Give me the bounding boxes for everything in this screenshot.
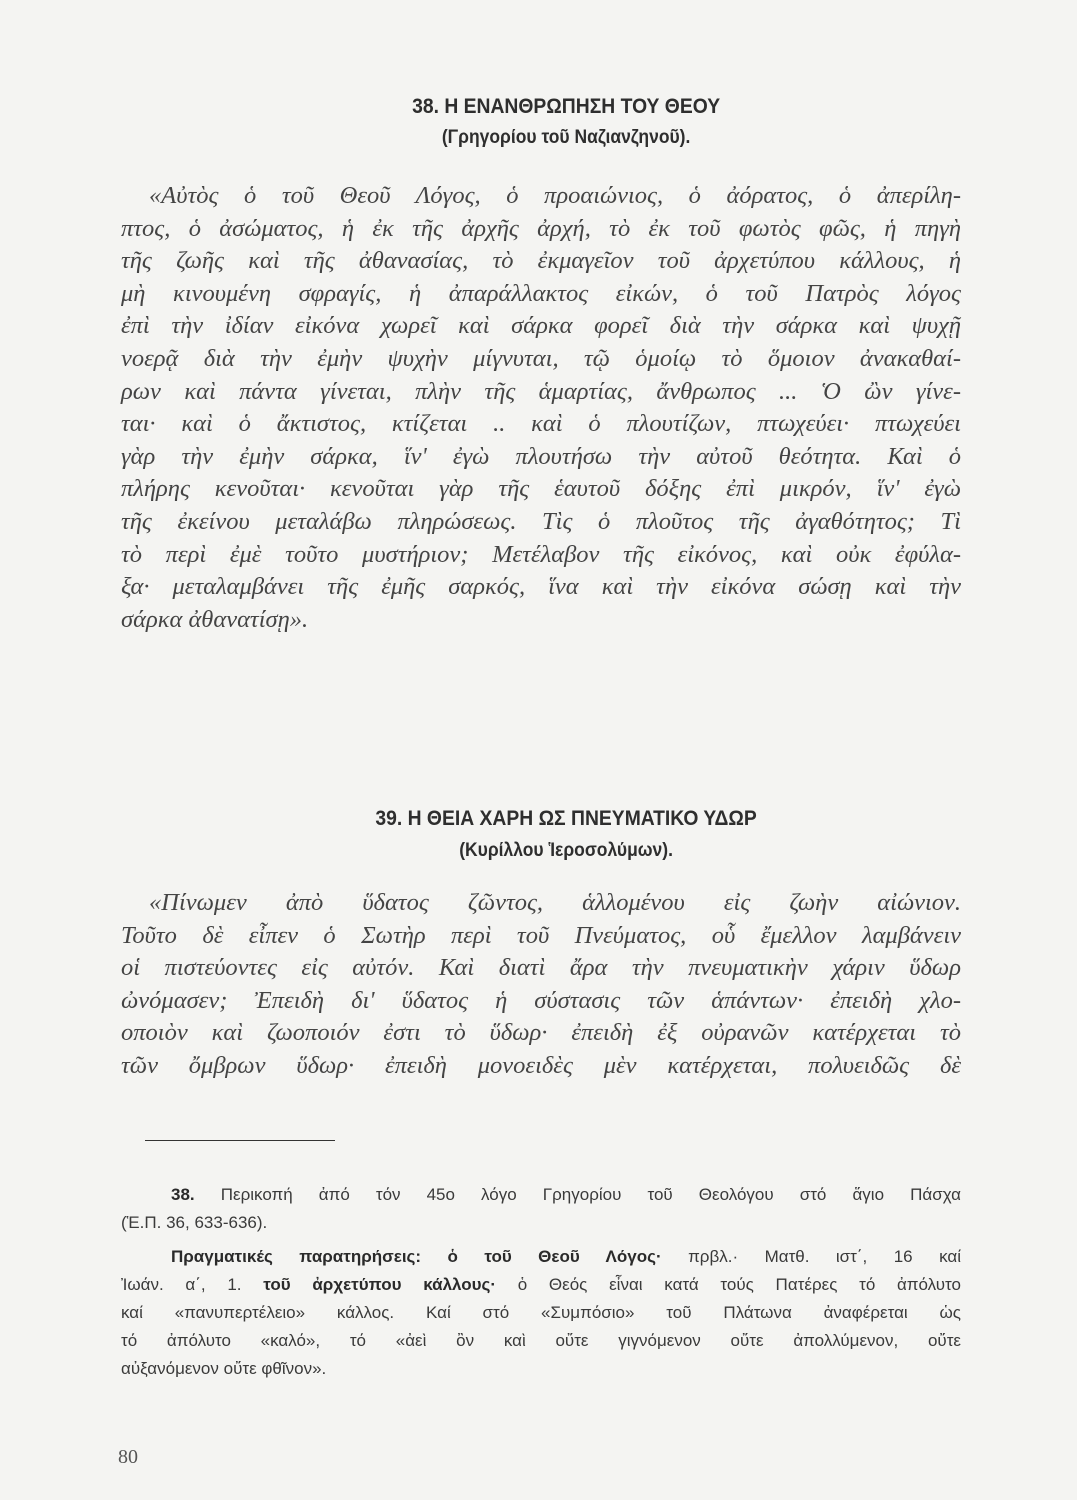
footnote-observations-line: τό ἀπόλυτο «καλό», τό «ἀεὶ ὂν καὶ οὔτε γιγνόμενον οὔτε ἀπολλύμενον, οὔτε	[121, 1331, 961, 1350]
text-line: Τοῦτο δὲ εἶπεν ὁ Σωτὴρ περὶ τοῦ Πνεύματος, οὗ ἔμελλον λαμβάνειν	[121, 921, 961, 949]
text-line: σάρκα ἀθανατίσῃ».	[121, 605, 309, 633]
footnote-observations-line	[121, 1243, 961, 1271]
text-line: οἱ πιστεύοντες εἰς αὐτόν. Καὶ διατὶ ἄρα τὴν πνευματικὴν χάριν ὕδωρ	[121, 954, 961, 982]
text-line: «Πίνωμεν ἀπὸ ὕδατος ζῶντος, ἁλλομένου εἰς ζωὴν αἰώνιον.	[149, 889, 961, 916]
text-line: «Αὐτὸς ὁ τοῦ Θεοῦ Λόγος, ὁ προαιώνιος, ὁ ἀόρατος, ὁ ἀπερίλη-	[149, 182, 961, 209]
footnote-text: Ἰωάν. α΄, 1.	[121, 1275, 264, 1294]
text-line: γὰρ τὴν ἐμὴν σάρκα, ἵν' ἐγὼ πλουτήσω τὴν αὐτοῦ θεότητα. Καὶ ὁ	[121, 442, 961, 470]
text-line: νοερᾷ διὰ τὴν ἐμὴν ψυχὴν μίγνυται, τῷ ὁμοίῳ τὸ ὅμοιον ἀνακαθαί-	[121, 344, 961, 372]
section-39-subtitle: (Κυρίλλου Ἱεροσολύμων).	[459, 840, 673, 861]
footnote-38-line	[121, 1181, 961, 1209]
observation-term: τοῦ ἀρχετύπου κάλλους·	[263, 1275, 497, 1294]
text-line: τῶν ὄμβρων ὕδωρ· ἐπειδὴ μονοειδὲς μὲν κατέρχεται, πολυειδῶς δὲ	[121, 1051, 961, 1079]
text-line: ται· καὶ ὁ ἄκτιστος, κτίζεται .. καὶ ὁ πλουτίζων, πτωχεύει· πτωχεύει	[121, 410, 961, 438]
section-38-subtitle: (Γρηγορίου τοῦ Ναζιανζηνοῦ).	[441, 127, 691, 148]
text-line: πτος, ὁ ἀσώματος, ἡ ἐκ τῆς ἀρχῆς ἀρχή, τὸ ἐκ τοῦ φωτὸς φῶς, ἡ πηγὴ	[121, 214, 961, 242]
observation-heading: Πραγματικές παρατηρήσεις: ὁ τοῦ Θεοῦ Λόγος·	[171, 1247, 662, 1266]
footnote-observations-line: αὐξανόμενον οὔτε φθῖνον».	[121, 1359, 327, 1378]
page-number: 80	[118, 1446, 138, 1468]
text-line: τῆς ζωῆς καὶ τῆς ἀθανασίας, τὸ ἐκμαγεῖον τοῦ ἀρχετύπου κάλλους, ἡ	[121, 247, 961, 275]
text-line: μὴ κινουμένη σφραγίς, ἡ ἀπαράλλακτος εἰκών, ὁ τοῦ Πατρὸς λόγος	[121, 279, 961, 307]
section-39-text	[121, 887, 961, 1083]
footnote-text: πρβλ.· Ματθ. ιστ΄, 16 καί	[661, 1247, 961, 1266]
text-line: οποιὸν καὶ ζωοποιόν ἐστι τὸ ὕδωρ· ἐπειδὴ ἐξ οὐρανῶν κατέρχεται τὸ	[121, 1019, 961, 1047]
text-line: ρων καὶ πάντα γίνεται, πλὴν τῆς ἁμαρτίας, ἄνθρωπος ... Ὁ ὢν γίνε-	[121, 377, 961, 405]
footnote-38-source: (Ἑ.Π. 36, 633-636).	[121, 1213, 268, 1232]
text-line: ξα· μεταλαμβάνει τῆς ἐμῆς σαρκός, ἵνα καὶ τὴν εἰκόνα σώσῃ καὶ τὴν	[121, 573, 961, 601]
footnote-observations-line	[121, 1271, 961, 1299]
section-38-title: 38. Η ΕΝΑΝΘΡΩΠΗΣΗ ΤΟΥ ΘΕΟΥ	[412, 95, 721, 118]
text-line: τὸ περὶ ἐμὲ τοῦτο μυστήριον; Μετέλαβον τῆς εἰκόνος, καὶ οὐκ ἐφύλα-	[121, 540, 961, 568]
footnote-observations-line: καί «πανυπερτέλειο» κάλλος. Καί στό «Συμπόσιο» τοῦ Πλάτωνα ἀναφέρεται ὡς	[121, 1303, 961, 1322]
footnotes	[121, 1181, 961, 1383]
text-line: πλήρης κενοῦται· κενοῦται γὰρ τῆς ἑαυτοῦ δόξης ἐπὶ μικρόν, ἵν' ἐγὼ	[121, 475, 961, 503]
footnote-38-number: 38.	[171, 1185, 195, 1204]
section-39-title: 39. Η ΘΕΙΑ ΧΑΡΗ ΩΣ ΠΝΕΥΜΑΤΙΚΟ ΥΔΩΡ	[375, 807, 757, 830]
footnote-divider	[145, 1140, 335, 1141]
footnote-text: Περικοπή ἀπό τόν 45ο λόγο Γρηγορίου τοῦ Θεολόγου στό ἅγιο Πάσχα	[220, 1185, 961, 1204]
text-line: ἐπὶ τὴν ἰδίαν εἰκόνα χωρεῖ καὶ σάρκα φορεῖ διὰ τὴν σάρκα καὶ ψυχῇ	[121, 312, 961, 340]
footnote-text: ὁ Θεός εἶναι κατά τούς Πατέρες τό ἀπόλυτο	[496, 1275, 961, 1294]
section-38-text	[121, 180, 961, 636]
text-line: ὠνόμασεν; Ἐπειδὴ δι' ὕδατος ἡ σύστασις τῶν ἁπάντων· ἐπειδὴ χλο-	[121, 986, 961, 1014]
text-line: τῆς ἐκείνου μεταλάβω πληρώσεως. Τὶς ὁ πλοῦτος τῆς ἀγαθότητος; Τὶ	[121, 507, 961, 535]
